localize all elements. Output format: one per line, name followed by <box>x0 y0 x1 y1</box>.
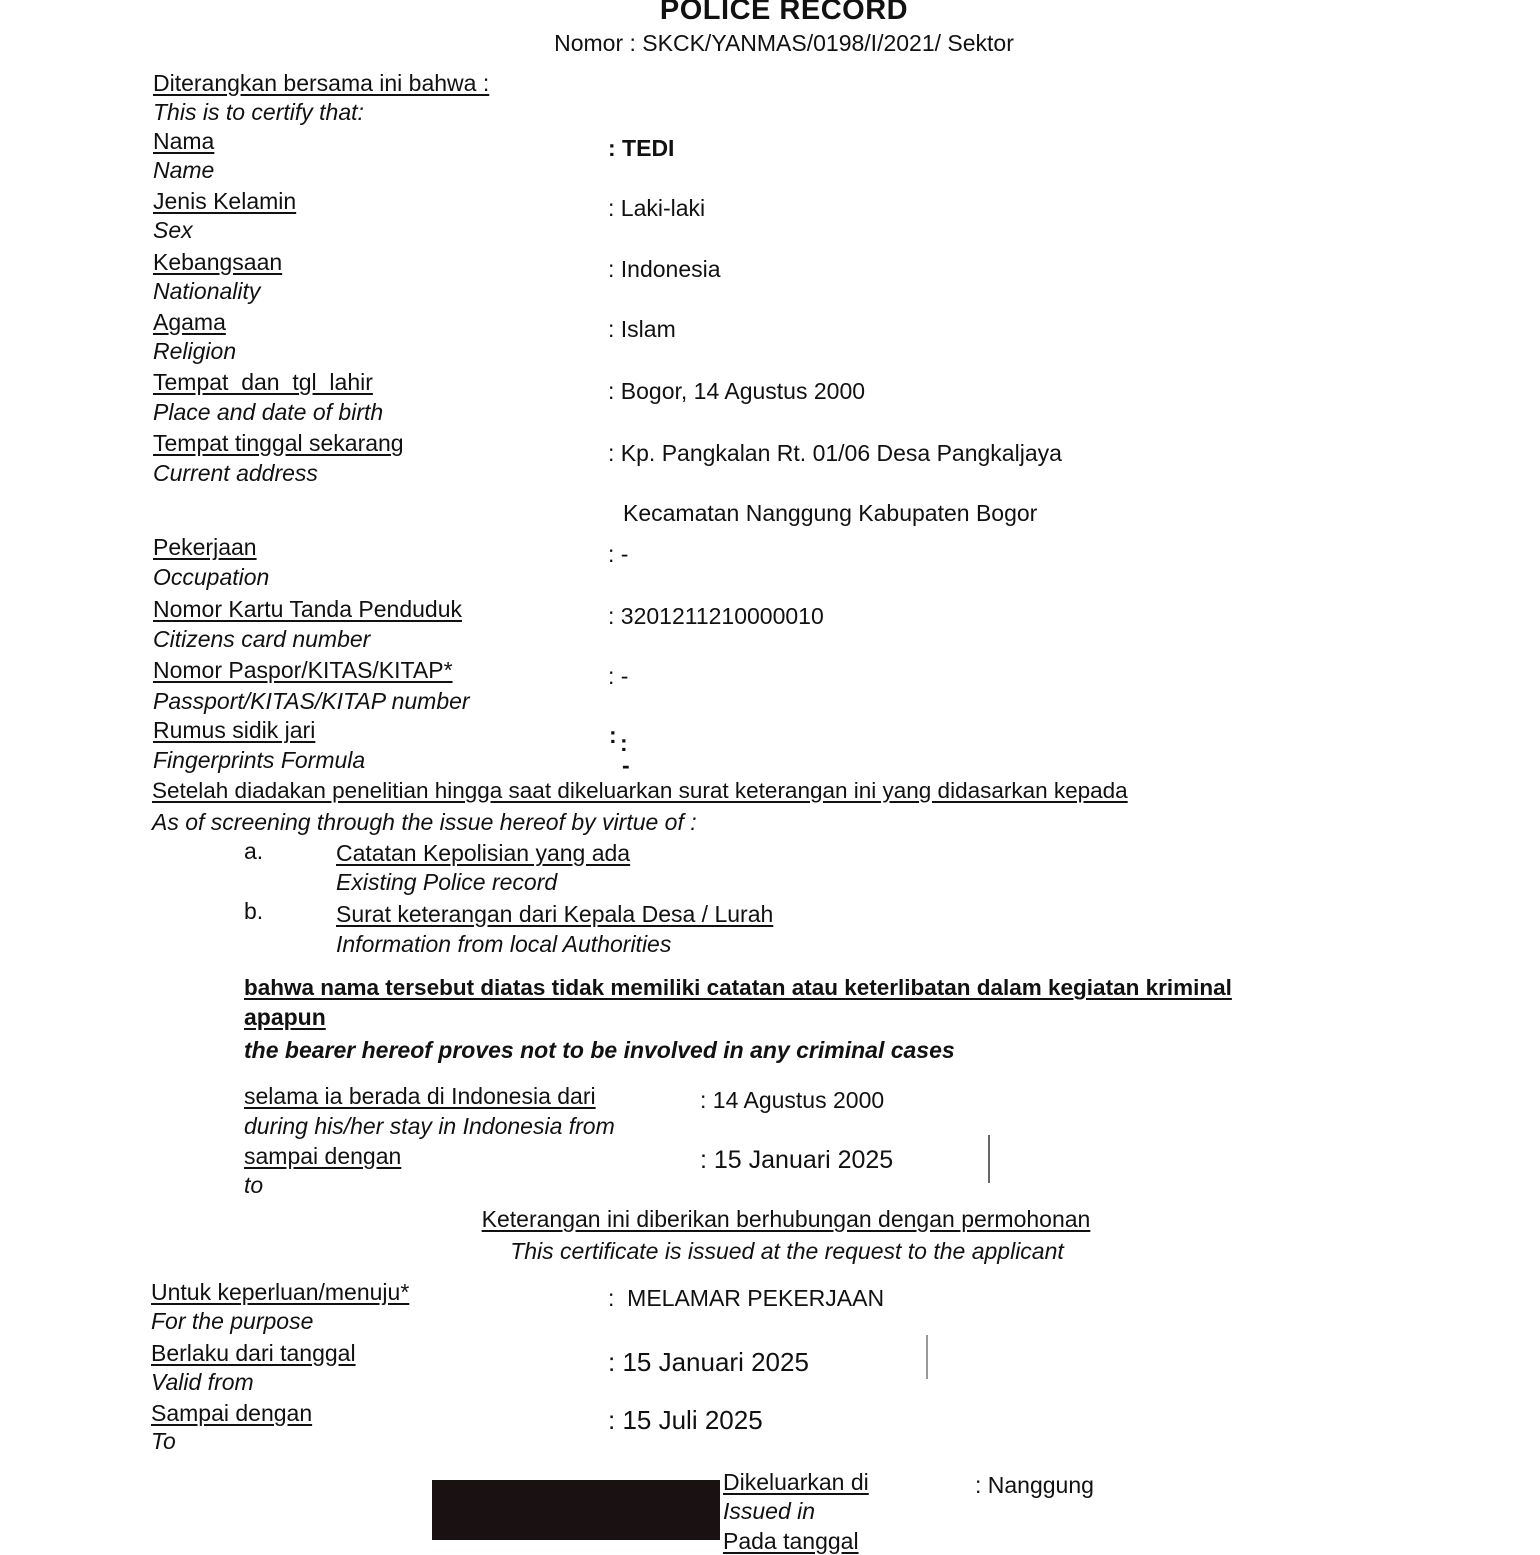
stay-from-label-en: during his/her stay in Indonesia from <box>244 1113 615 1139</box>
valid-from-value: : 15 Januari 2025 <box>608 1347 809 1377</box>
valid-from-label-en: Valid from <box>151 1369 254 1395</box>
valid-to-value: : 15 Juli 2025 <box>608 1405 763 1435</box>
field-fingerprint-value: : <box>609 722 617 748</box>
screening-item-label: Surat keterangan dari Kepala Desa / Lurah <box>336 901 774 927</box>
field-passport-label: Nomor Paspor/KITAS/KITAP* <box>153 657 453 683</box>
field-address-value: : Kp. Pangkalan Rt. 01/06 Desa Pangkaljaya <box>608 440 1062 466</box>
valid-to-label-en: To <box>151 1428 176 1454</box>
purpose-label-en: For the purpose <box>151 1308 314 1334</box>
intro-label: Diterangkan bersama ini bahwa : <box>153 70 490 96</box>
intro-label-en: This is to certify that: <box>153 99 364 125</box>
field-fingerprint-label-en: Fingerprints Formula <box>153 747 366 773</box>
screening-label-en: As of screening through the issue hereof by virtue of : <box>152 809 697 835</box>
field-address-label-en: Current address <box>153 460 318 486</box>
field-sex-value: : Laki-laki <box>608 195 706 221</box>
field-nationality-value: : Indonesia <box>608 256 721 282</box>
field-birth-label-en: Place and date of birth <box>153 399 384 425</box>
field-name-label-en: Name <box>153 157 215 183</box>
screening-item-label-en: Information from local Authorities <box>336 931 672 957</box>
field-nik-value: : 3201211210000010 <box>608 603 824 629</box>
field-birth-value: : Bogor, 14 Agustus 2000 <box>608 378 866 404</box>
field-birth-label: Tempat dan tgl lahir <box>153 369 373 395</box>
issued-in-label: Dikeluarkan di <box>723 1469 869 1495</box>
field-occupation-value: : - <box>608 541 629 567</box>
screening-item-label-en: Existing Police record <box>336 869 558 895</box>
document-number: Nomor : SKCK/YANMAS/0198/I/2021/ Sektor <box>554 30 1014 56</box>
stay-to-label-en: to <box>244 1172 264 1198</box>
field-religion-label: Agama <box>153 309 226 335</box>
field-name-label: Nama <box>153 128 215 154</box>
issued-in-label-en: Issued in <box>723 1498 816 1524</box>
request-label-en: This certificate is issued at the request to the applicant <box>510 1238 1064 1264</box>
field-nationality-label-en: Nationality <box>153 278 261 304</box>
screening-item-label: Catatan Kepolisian yang ada <box>336 840 631 866</box>
field-sex-label-en: Sex <box>153 217 193 243</box>
stay-to-value: : 15 Januari 2025 <box>700 1146 894 1174</box>
document-title: POLICE RECORD <box>659 0 909 26</box>
field-passport-label-en: Passport/KITAS/KITAP number <box>153 688 470 714</box>
issued-in-value: : Nanggung <box>975 1472 1094 1498</box>
statement-label-en: the bearer hereof proves not to be involved in any criminal cases <box>244 1037 955 1063</box>
stay-from-value: : 14 Agustus 2000 <box>700 1087 885 1113</box>
purpose-value: : MELAMAR PEKERJAAN <box>608 1285 885 1311</box>
stay-from-label: selama ia berada di Indonesia dari <box>244 1083 596 1109</box>
field-address-label: Tempat tinggal sekarang <box>153 430 404 456</box>
screening-item-marker: b. <box>244 898 264 924</box>
screening-label: Setelah diadakan penelitian hingga saat dikeluarkan surat keterangan ini yang didasarkan kepada <box>152 778 1128 803</box>
field-name-value: : TEDI <box>608 135 675 161</box>
field-religion-label-en: Religion <box>153 338 237 364</box>
statement-label-line2: apapun <box>244 1004 326 1030</box>
request-label: Keterangan ini diberikan berhubungan dengan permohonan <box>481 1206 1091 1232</box>
field-occupation-label-en: Occupation <box>153 564 270 590</box>
field-fingerprint-value-3: - <box>622 752 630 778</box>
scan-line-mark <box>926 1335 928 1379</box>
valid-to-label: Sampai dengan <box>151 1400 313 1426</box>
field-nik-label-en: Citizens card number <box>153 626 371 652</box>
field-religion-value: : Islam <box>608 316 676 342</box>
scan-line-mark <box>988 1135 990 1183</box>
field-nik-label: Nomor Kartu Tanda Penduduk <box>153 596 462 622</box>
screening-item-marker: a. <box>244 838 264 864</box>
field-address-value-line2: Kecamatan Nanggung Kabupaten Bogor <box>623 500 1038 526</box>
redacted-photo-block <box>432 1480 720 1540</box>
issued-date-label: Pada tanggal <box>723 1528 859 1554</box>
field-occupation-label: Pekerjaan <box>153 534 257 560</box>
field-fingerprint-label: Rumus sidik jari <box>153 717 316 743</box>
field-fingerprint-value-2: : <box>620 730 628 756</box>
field-nationality-label: Kebangsaan <box>153 249 283 275</box>
stay-to-label: sampai dengan <box>244 1143 402 1169</box>
field-sex-label: Jenis Kelamin <box>153 188 297 214</box>
valid-from-label: Berlaku dari tanggal <box>151 1340 356 1366</box>
purpose-label: Untuk keperluan/menuju* <box>151 1279 410 1305</box>
field-passport-value: : - <box>608 663 629 689</box>
statement-label: bahwa nama tersebut diatas tidak memiliki catatan atau keterlibatan dalam kegiatan kriminal <box>244 975 1232 1000</box>
